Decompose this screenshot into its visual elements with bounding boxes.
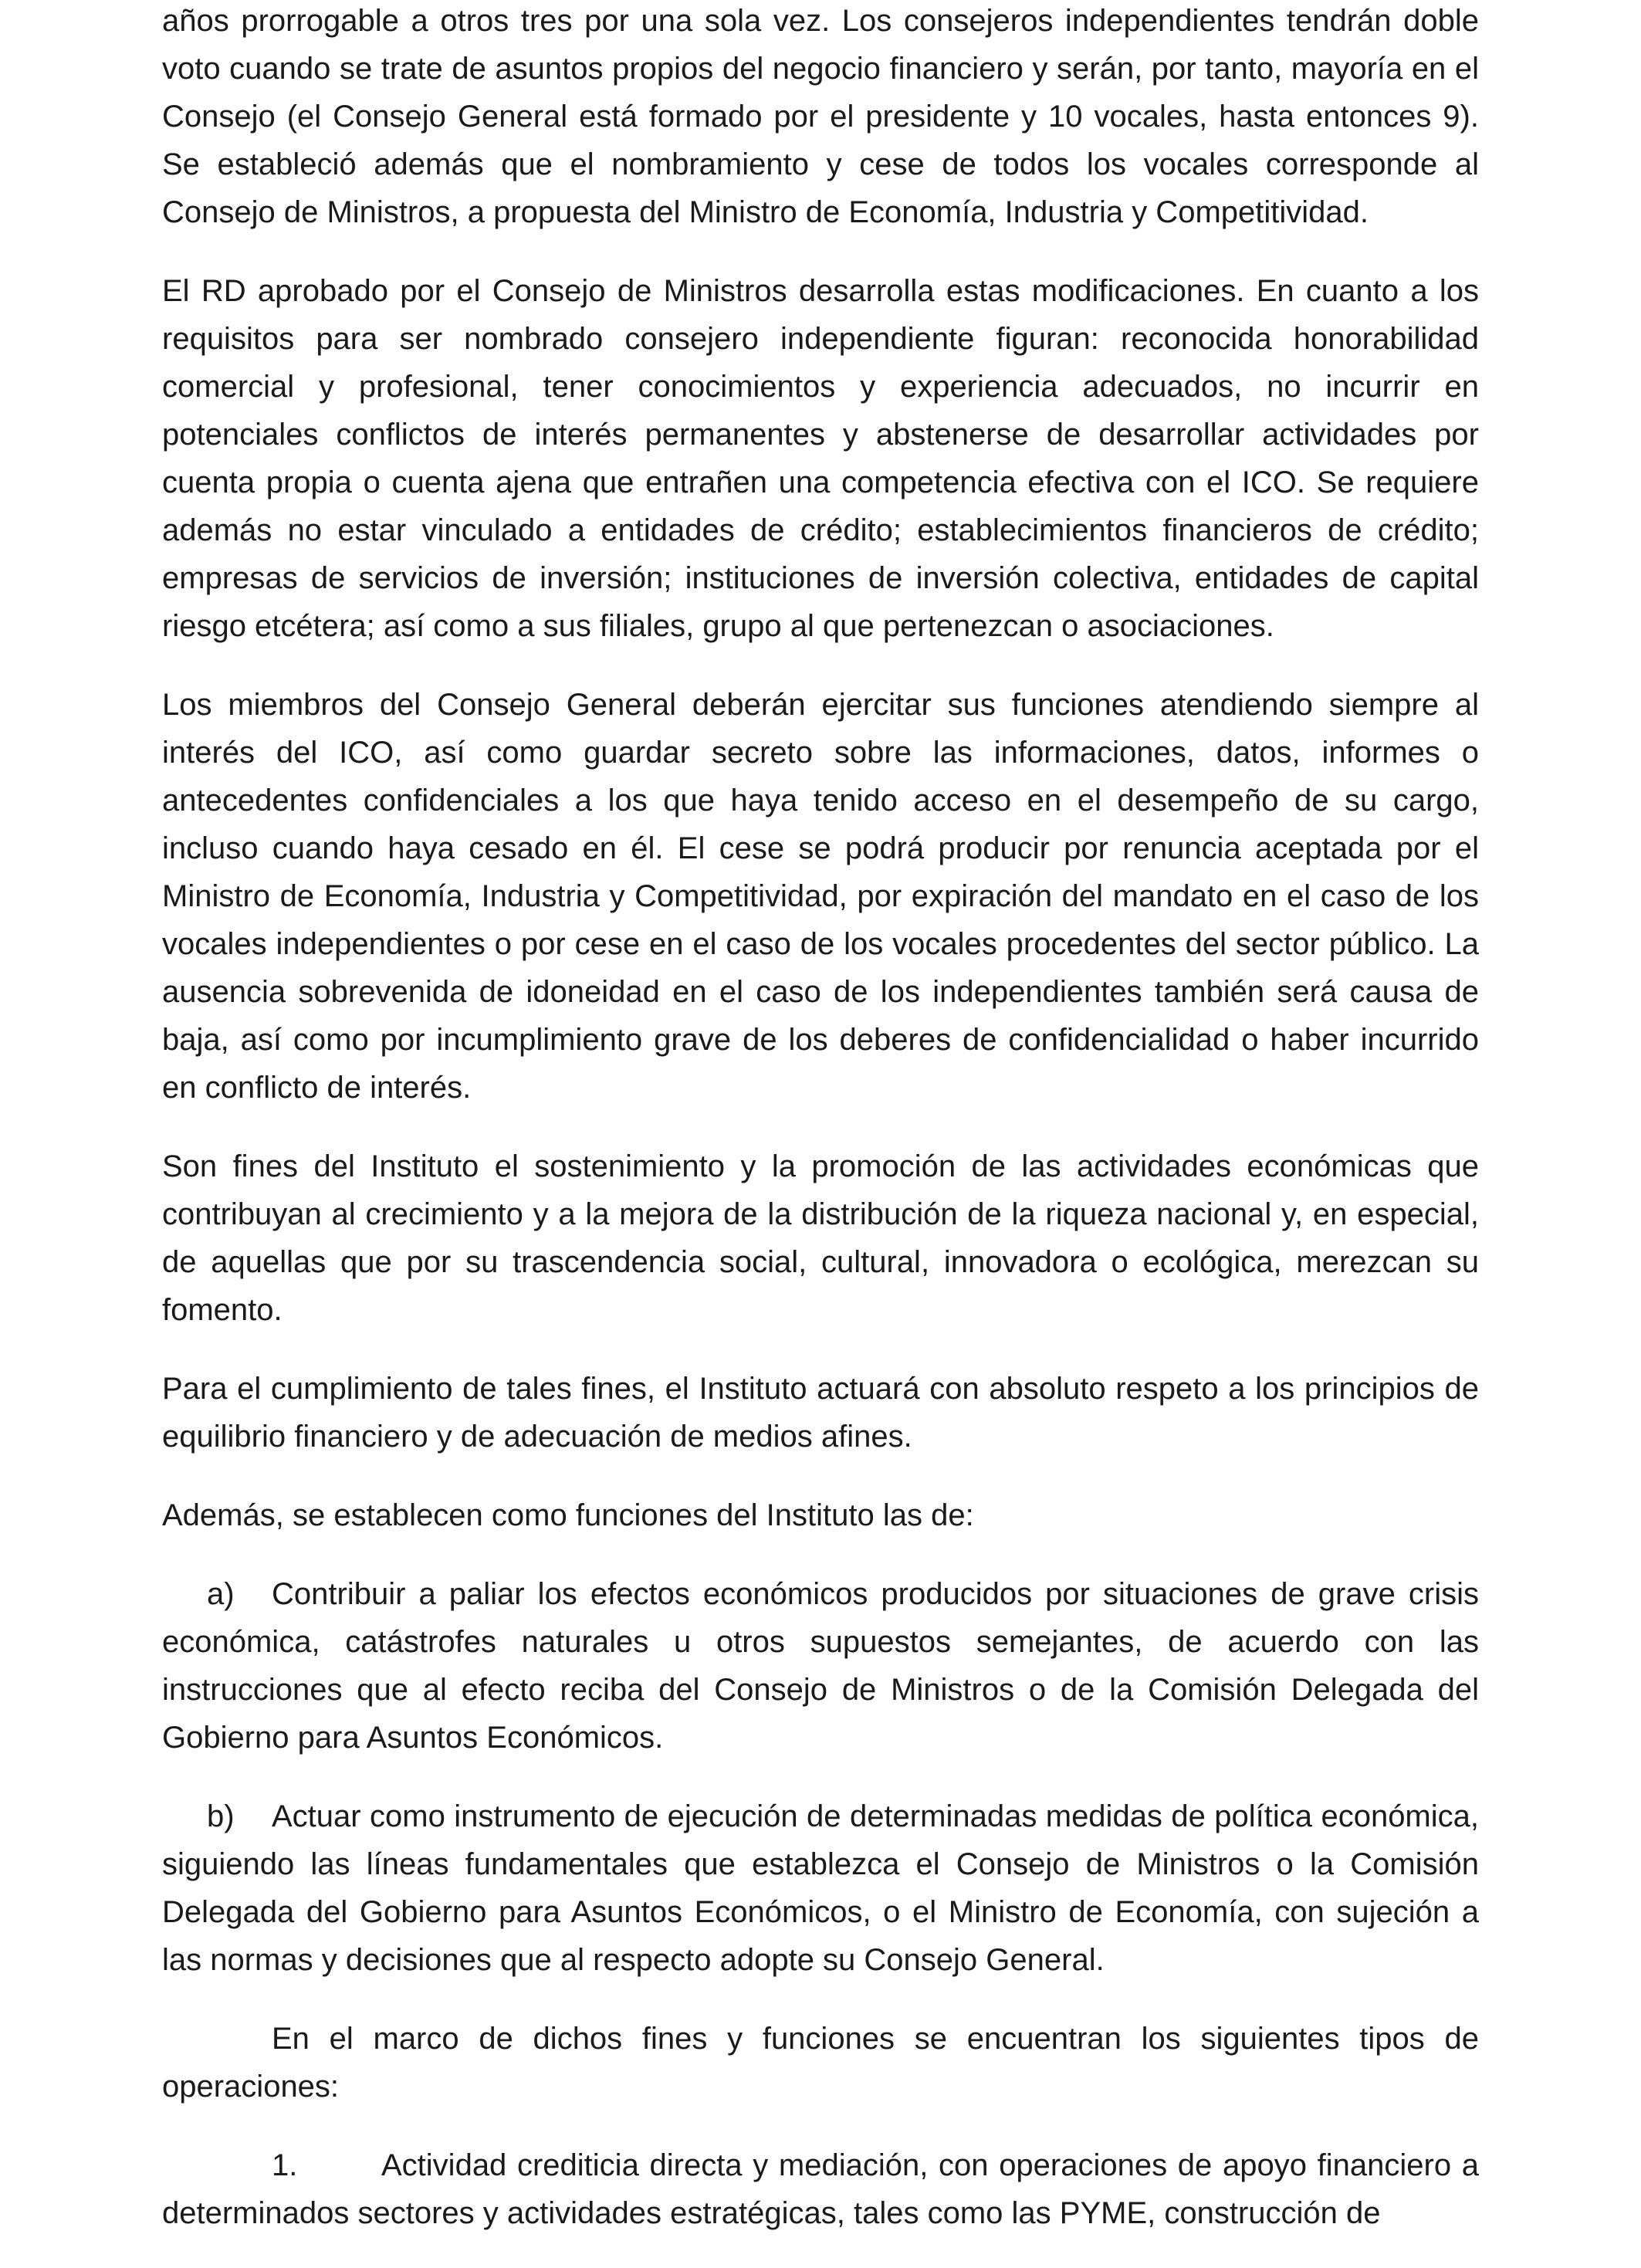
- list-item-function-b: [162, 1792, 1479, 1984]
- paragraph-board-composition: años prorrogable a otros tres por una sola vez. Los consejeros independientes tendrán doble voto cuando se trate de asuntos propios del negocio financiero y serán, por tanto, mayoría en el Consejo (el Consejo General está formado por el presidente y 10 vocales, hasta entonces 9). Se estableció además que el nombramiento y cese de todos los vocales corresponde al Consejo de Ministros, a propuesta del Ministro de Economía, Industria y Competitividad.: [162, 4, 1479, 229]
- list-item-text: Contribuir a paliar los efectos económicos producidos por situaciones de grave crisis económica, catástrofes naturales u otros supuestos semejantes, de acuerdo con las instrucciones que al efecto reciba del Consejo de Ministros o de la Comisión Delegada del Gobierno para Asuntos Económicos.: [162, 1577, 1479, 1755]
- list-marker: 1.: [272, 2148, 298, 2182]
- paragraph-board-duties: Los miembros del Consejo General deberán ejercitar sus funciones atendiendo siempre al interés del ICO, así como guardar secreto sobre las informaciones, datos, informes o antecedentes confidenciales a los que haya tenido acceso en el desempeño de su cargo, incluso cuando haya cesado en él. El cese se podrá producir por renuncia aceptada por el Ministro de Economía, Industria y Competitividad, por expiración del mandato en el caso de los vocales independientes o por cese en el caso de los vocales procedentes del sector público. La ausencia sobrevenida de idoneidad en el caso de los independientes también será causa de baja, así como por incumplimiento grave de los deberes de confidencialidad o haber incurrido en conflicto de interés.: [162, 688, 1479, 1105]
- list-marker: a): [207, 1577, 235, 1611]
- list-item-function-a: [162, 1570, 1479, 1762]
- list-item-text: Actividad crediticia directa y mediación, con operaciones de apoyo financiero a determinados sectores y actividades estratégicas, tales como las PYME, construcción de: [162, 2148, 1479, 2230]
- list-item-text: Actuar como instrumento de ejecución de determinadas medidas de política económica, siguiendo las líneas fundamentales que establezca el Consejo de Ministros o la Comisión Delegada del Gobierno para Asuntos Económicos, o el Ministro de Economía, con sujeción a las normas y decisiones que al respecto adopte su Consejo General.: [162, 1799, 1479, 1977]
- list-marker: b): [207, 1799, 235, 1833]
- paragraph-operations-intro: En el marco de dichos fines y funciones se encuentran los siguientes tipos de operaciones:: [162, 2022, 1479, 2104]
- document-page: [162, 0, 1479, 2268]
- paragraph-functions-intro: Además, se establecen como funciones del Instituto las de:: [162, 1498, 974, 1532]
- paragraph-financial-balance: Para el cumplimiento de tales fines, el Instituto actuará con absoluto respeto a los principios de equilibrio financiero y de adecuación de medios afines.: [162, 1372, 1479, 1454]
- paragraph-institute-aims: Son fines del Instituto el sostenimiento y la promoción de las actividades económicas que contribuyan al crecimiento y a la mejora de la distribución de la riqueza nacional y, en especial, de aquellas que por su trascendencia social, cultural, innovadora o ecológica, merezcan su fomento.: [162, 1149, 1479, 1327]
- list-item-operation-1: [162, 2141, 1479, 2237]
- paragraph-rd-requirements: El RD aprobado por el Consejo de Ministros desarrolla estas modificaciones. En cuanto a los requisitos para ser nombrado consejero independiente figuran: reconocida honorabilidad comercial y profesional, tener conocimientos y experiencia adecuados, no incurrir en potenciales conflictos de interés permanentes y abstenerse de desarrollar actividades por cuenta propia o cuenta ajena que entrañen una competencia efectiva con el ICO. Se requiere además no estar vinculado a entidades de crédito; establecimientos financieros de crédito; empresas de servicios de inversión; instituciones de inversión colectiva, entidades de capital riesgo etcétera; así como a sus filiales, grupo al que pertenezcan o asociaciones.: [162, 274, 1479, 643]
